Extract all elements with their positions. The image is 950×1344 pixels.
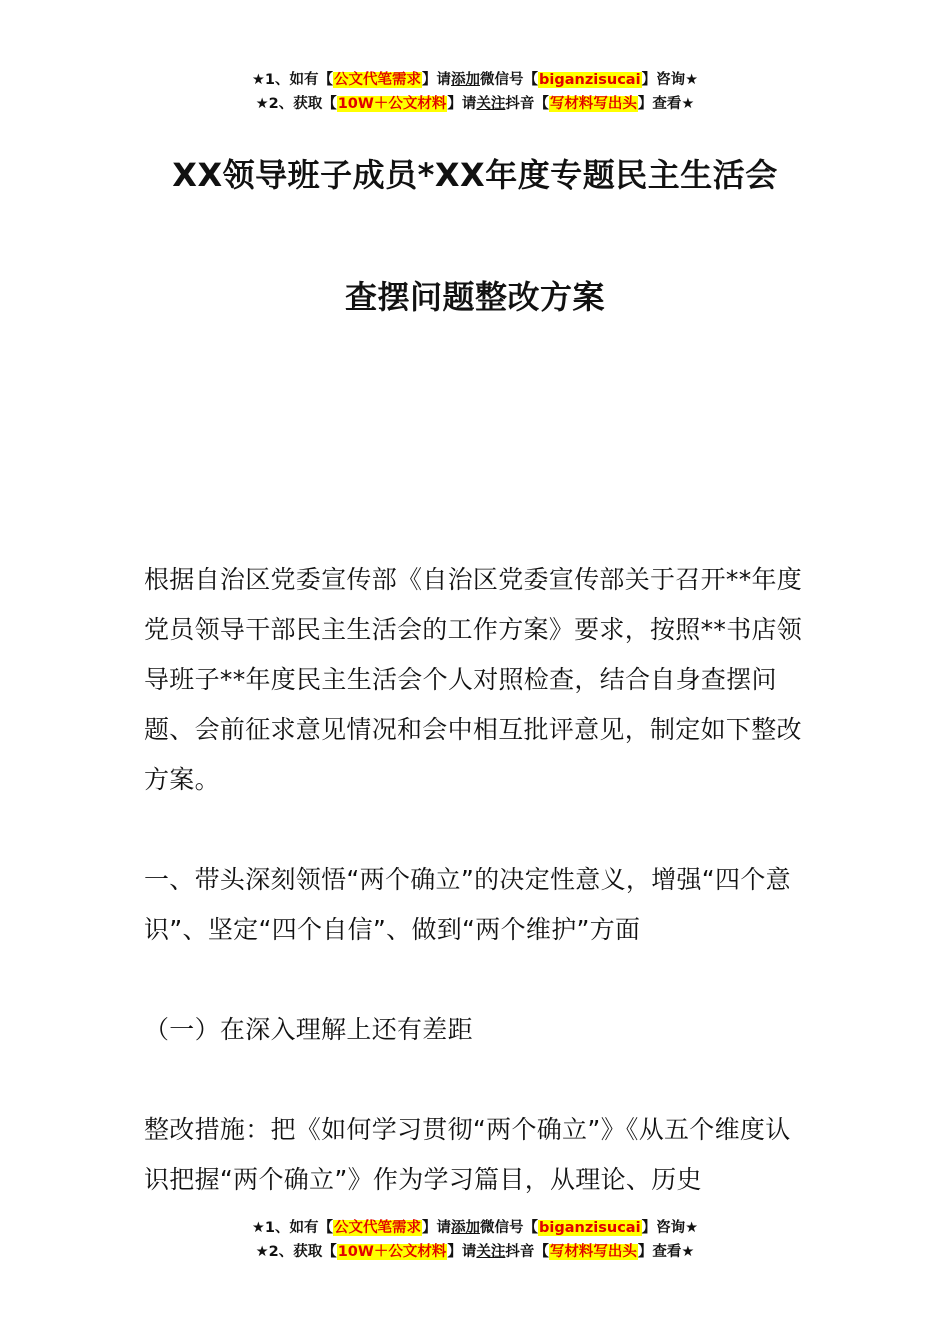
footer-banner	[0, 1216, 950, 1264]
banner-text: 微信号【	[480, 72, 539, 88]
measures-text: 整改措施：把《如何学习贯彻“两个确立”》《从五个维度认识把握“两个确立”》作为学习篇目，从理论、历史	[144, 1115, 791, 1194]
banner-text: ★2、获取【	[255, 1244, 337, 1260]
banner-underline-text: 添加	[451, 72, 481, 88]
banner-highlight: 10W＋公文材料	[337, 1244, 447, 1260]
header-banner	[0, 68, 950, 116]
banner-highlight: 写材料写出头	[549, 96, 637, 112]
intro-text: 根据自治区党委宣传部《自治区党委宣传部关于召开**年度党员领导干部民主生活会的工作方案》要求，按照**书店领导班子**年度民主生活会个人对照检查，结合自身查摆问题、会前征求意见情况和会中相互批评意见，制定如下整改方案。	[144, 565, 803, 794]
banner-line-2	[0, 1240, 950, 1264]
banner-text: 抖音【	[505, 96, 549, 112]
document-title-line-1: XX领导班子成员*XX年度专题民主生活会	[172, 156, 778, 194]
banner-text: 】请	[422, 72, 452, 88]
banner-highlight: biganzisucai	[539, 72, 641, 88]
measures-paragraph	[144, 1105, 808, 1205]
section-heading-1	[144, 855, 808, 955]
banner-text: ★1、如有【	[251, 1220, 334, 1236]
banner-text: 微信号【	[480, 1220, 539, 1236]
subsection-heading-text: （一）在深入理解上还有差距	[144, 1015, 473, 1044]
banner-text: 】查看★	[637, 96, 695, 112]
document-title-line-2: 查摆问题整改方案	[344, 278, 605, 316]
banner-text: 】查看★	[637, 1244, 695, 1260]
intro-paragraph	[144, 555, 808, 805]
banner-highlight: 公文代笔需求	[334, 72, 422, 88]
banner-text: 抖音【	[505, 1244, 549, 1260]
banner-underline-text: 关注	[476, 96, 506, 112]
banner-text: 】咨询★	[641, 72, 699, 88]
banner-text: ★2、获取【	[255, 96, 337, 112]
banner-text: ★1、如有【	[251, 72, 334, 88]
banner-line-1	[0, 68, 950, 92]
banner-highlight: 公文代笔需求	[334, 1220, 422, 1236]
banner-line-1	[0, 1216, 950, 1240]
banner-underline-text: 添加	[451, 1220, 481, 1236]
banner-text: 】请	[422, 1220, 452, 1236]
banner-highlight: biganzisucai	[539, 1220, 641, 1236]
subsection-heading-1	[144, 1005, 808, 1055]
banner-text: 】咨询★	[641, 1220, 699, 1236]
banner-text: 】请	[447, 96, 477, 112]
banner-line-2	[0, 92, 950, 116]
banner-underline-text: 关注	[476, 1244, 506, 1260]
banner-text: 】请	[447, 1244, 477, 1260]
banner-highlight: 写材料写出头	[549, 1244, 637, 1260]
section-heading-text: 一、带头深刻领悟“两个确立”的决定性意义，增强“四个意识”、坚定“四个自信”、做到“两个维护”方面	[144, 865, 791, 944]
banner-highlight: 10W＋公文材料	[337, 96, 447, 112]
